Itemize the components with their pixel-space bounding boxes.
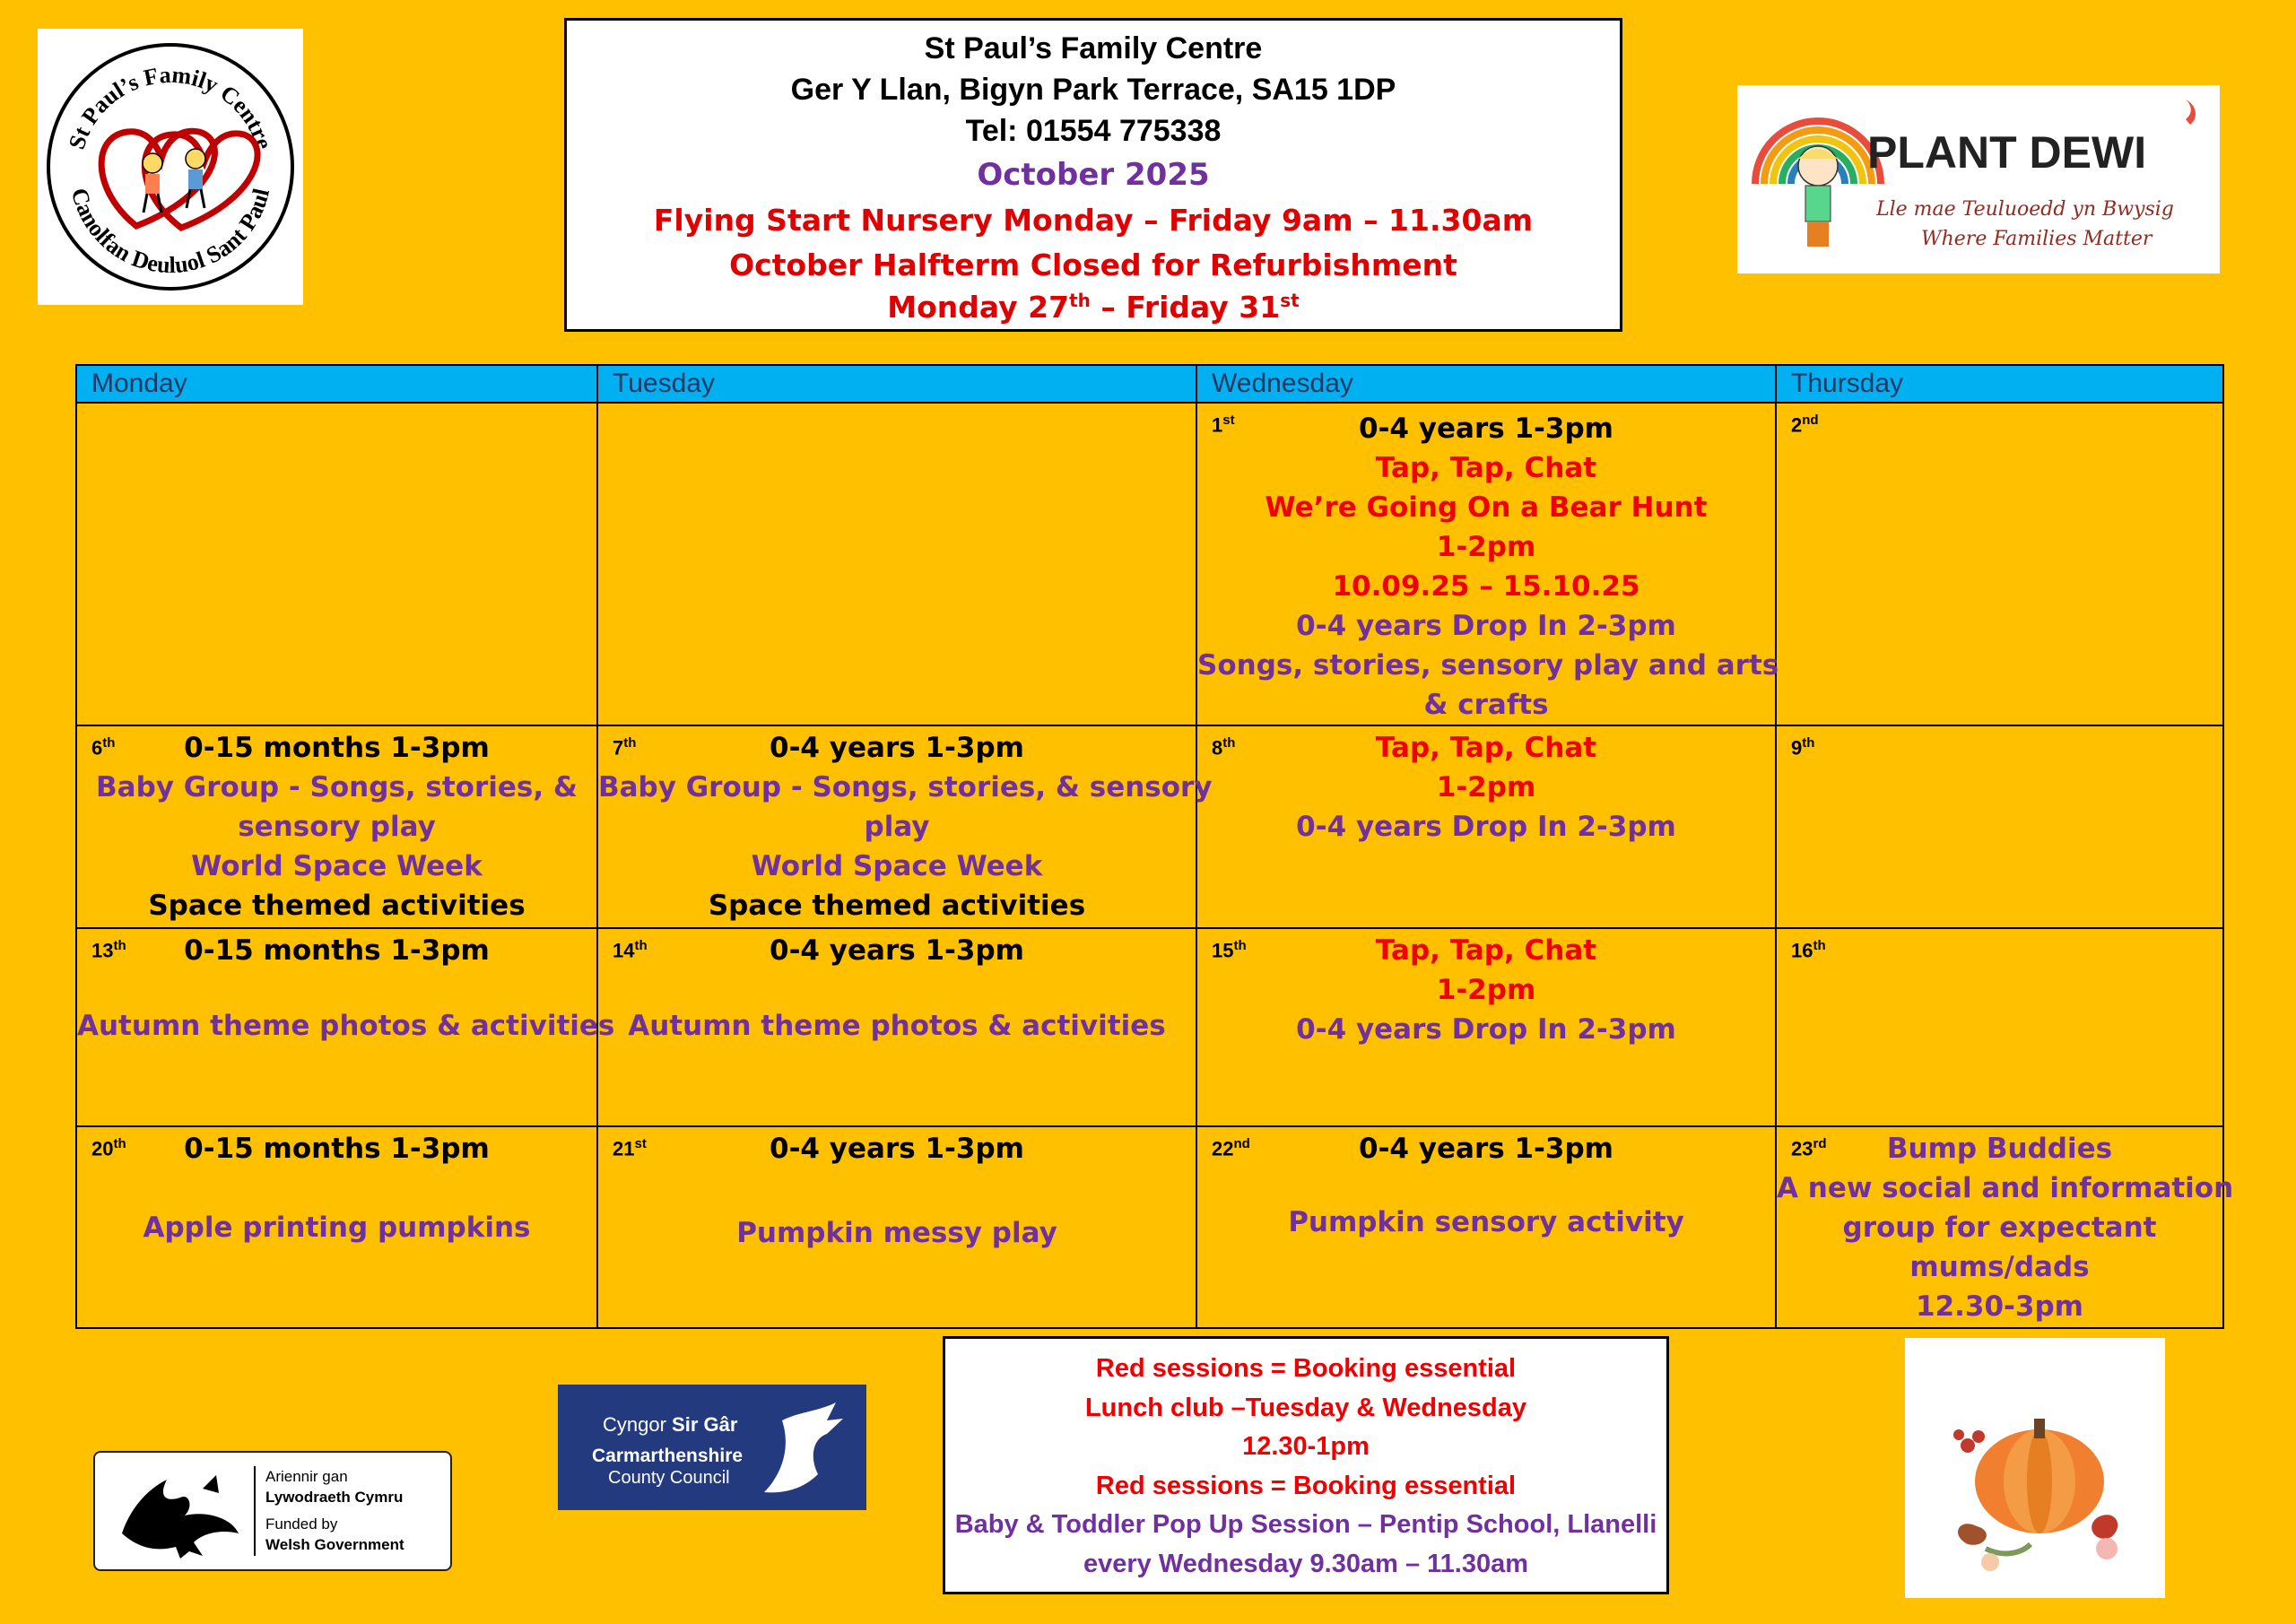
week-row-2 — [76, 725, 2223, 928]
session-time: 1-2pm — [1436, 531, 1536, 563]
session-title: Pumpkin sensory activity — [1288, 1206, 1684, 1238]
dewi-title: PLANT DEWI — [1867, 127, 2147, 178]
key-line-lunch-time: 12.30-1pm — [1242, 1432, 1370, 1461]
calendar-cell — [1776, 725, 2223, 928]
session-title: Autumn theme photos & activities — [628, 1010, 1166, 1042]
month-title: October 2025 — [977, 157, 1210, 193]
carmarthenshire-logo — [558, 1385, 866, 1510]
calendar-cell — [597, 928, 1196, 1126]
week-row-3 — [76, 928, 2223, 1126]
session-time: 0-15 months 1-3pm — [184, 1133, 490, 1165]
welsh-gov-line-3: Funded by — [265, 1515, 338, 1533]
key-box — [943, 1336, 1669, 1594]
date-label: 22nd — [1212, 1136, 1250, 1160]
centre-address: Ger Y Llan, Bigyn Park Terrace, SA15 1DP — [790, 73, 1396, 107]
plant-dewi-logo — [1737, 85, 2220, 274]
session-title: Baby Group - Songs, stories, & sensory — [598, 771, 1213, 803]
date-label: 1st — [1212, 413, 1235, 437]
calendar-cell — [1196, 1126, 1776, 1328]
session-title: Tap, Tap, Chat — [1375, 934, 1597, 967]
week-row-4 — [76, 1126, 2223, 1328]
session-title: World Space Week — [191, 850, 483, 882]
welsh-gov-line-1: Ariennir gan — [265, 1468, 348, 1485]
session-title: Autumn theme photos & activities — [77, 1010, 615, 1042]
date-label: 8th — [1212, 735, 1236, 760]
calendar-cell — [597, 403, 1196, 725]
session-time: 1-2pm — [1436, 771, 1536, 803]
session-title: Pumpkin messy play — [736, 1217, 1057, 1249]
session-title: sensory play — [238, 811, 436, 843]
calendar-cell — [76, 928, 615, 1126]
date-label: 13th — [91, 938, 126, 962]
session-title: 0-4 years Drop In 2-3pm — [1296, 811, 1676, 843]
session-time: 0-4 years 1-3pm — [1359, 413, 1613, 445]
session-time: 0-15 months 1-3pm — [184, 732, 490, 764]
calendar-cell — [1196, 725, 1776, 928]
date-label: 2nd — [1791, 413, 1819, 437]
calendar-table — [75, 364, 2234, 1329]
date-label: 15th — [1212, 938, 1247, 962]
date-label: 23rd — [1791, 1136, 1827, 1160]
calendar-cell — [1776, 1126, 2234, 1328]
session-title: play — [864, 811, 930, 843]
session-dates: 10.09.25 – 15.10.25 — [1332, 570, 1640, 603]
session-time: 0-4 years 1-3pm — [1359, 1133, 1613, 1165]
session-time: 0-4 years 1-3pm — [770, 732, 1024, 764]
welsh-gov-line-4: Welsh Government — [265, 1536, 404, 1553]
calendar-cell — [1776, 928, 2223, 1126]
centre-phone: Tel: 01554 775338 — [965, 114, 1222, 148]
session-description: Songs, stories, sensory play and arts — [1197, 649, 1779, 682]
date-label: 6th — [91, 735, 116, 760]
session-title: Apple printing pumpkins — [143, 1211, 531, 1244]
halfterm-notice: October Halfterm Closed for Refurbishment — [729, 248, 1457, 282]
closed-dates: Monday 27th – Friday 31st — [887, 290, 1300, 325]
session-time: 0-4 years 1-3pm — [770, 1133, 1024, 1165]
logo-top-text: St Paul’s Family Centre — [63, 61, 278, 152]
calendar-cell — [76, 1126, 597, 1328]
calendar-cell — [1776, 403, 2223, 725]
session-description: mums/dads — [1909, 1251, 2090, 1283]
pumpkin-illustration — [1905, 1338, 2165, 1598]
welsh-gov-line-2: Lywodraeth Cymru — [265, 1489, 404, 1506]
calendar-cell — [597, 725, 1213, 928]
carms-line-2: Carmarthenshire — [592, 1446, 744, 1466]
session-title: 0-4 years Drop In 2-3pm — [1296, 1013, 1676, 1046]
session-description: Space themed activities — [708, 890, 1086, 922]
date-label: 14th — [613, 938, 648, 962]
dewi-english: Where Families Matter — [1921, 228, 2152, 250]
session-title: We’re Going On a Bear Hunt — [1265, 491, 1708, 524]
key-line-red-sessions: Red sessions = Booking essential — [1095, 1471, 1517, 1500]
centre-name: St Paul’s Family Centre — [924, 31, 1263, 65]
date-label: 9th — [1791, 735, 1815, 760]
calendar-cell — [1196, 928, 1776, 1126]
session-time: 12.30-3pm — [1916, 1290, 2083, 1323]
header-wednesday: Wednesday — [1196, 365, 1776, 403]
header-tuesday: Tuesday — [597, 365, 1196, 403]
session-title: Bump Buddies — [1886, 1133, 2113, 1165]
calendar-cell — [76, 403, 597, 725]
session-time: 0-4 years 1-3pm — [770, 934, 1024, 967]
session-description: group for expectant — [1842, 1211, 2157, 1244]
date-label: 20th — [91, 1136, 126, 1160]
key-line-lunch-club: Lunch club –Tuesday & Wednesday — [1084, 1393, 1527, 1422]
logo-bottom-text: Canolfan Deuluol Sant Paul — [65, 185, 275, 279]
carms-line-1: Cyngor Sir Gâr — [603, 1413, 738, 1436]
welsh-government-logo — [93, 1451, 452, 1571]
st-pauls-logo — [38, 29, 303, 305]
header-box — [564, 18, 1622, 332]
key-line-red-sessions: Red sessions = Booking essential — [1095, 1354, 1517, 1383]
key-line-popup-session: Baby & Toddler Pop Up Session – Pentip School, Llanelli — [954, 1510, 1657, 1539]
session-title: Baby Group - Songs, stories, & — [96, 771, 578, 803]
session-title: 0-4 years Drop In 2-3pm — [1296, 610, 1676, 642]
header-thursday: Thursday — [1776, 365, 2223, 403]
carms-line-3: County Council — [608, 1468, 730, 1488]
session-title: World Space Week — [751, 850, 1043, 882]
key-line-popup-time: every Wednesday 9.30am – 11.30am — [1083, 1549, 1529, 1578]
calendar-cell — [597, 1126, 1196, 1328]
calendar-cell — [1196, 403, 1779, 725]
calendar-header-row — [76, 365, 2223, 403]
calendar-cell — [76, 725, 597, 928]
date-label: 21st — [613, 1136, 647, 1160]
session-description: Space themed activities — [148, 890, 526, 922]
date-label: 7th — [613, 735, 637, 760]
session-title: Tap, Tap, Chat — [1375, 732, 1597, 764]
session-time: 0-15 months 1-3pm — [184, 934, 490, 967]
session-time: 1-2pm — [1436, 974, 1536, 1006]
date-label: 16th — [1791, 938, 1826, 962]
session-description: A new social and information — [1777, 1172, 2234, 1204]
session-description: & crafts — [1423, 689, 1549, 721]
nursery-hours: Flying Start Nursery Monday – Friday 9am – 11.30am — [653, 203, 1534, 238]
header-monday: Monday — [76, 365, 597, 403]
session-title: Tap, Tap, Chat — [1375, 452, 1597, 484]
dewi-welsh: Lle mae Teuluoedd yn Bwysig — [1876, 198, 2174, 221]
week-row-1 — [76, 403, 2223, 725]
